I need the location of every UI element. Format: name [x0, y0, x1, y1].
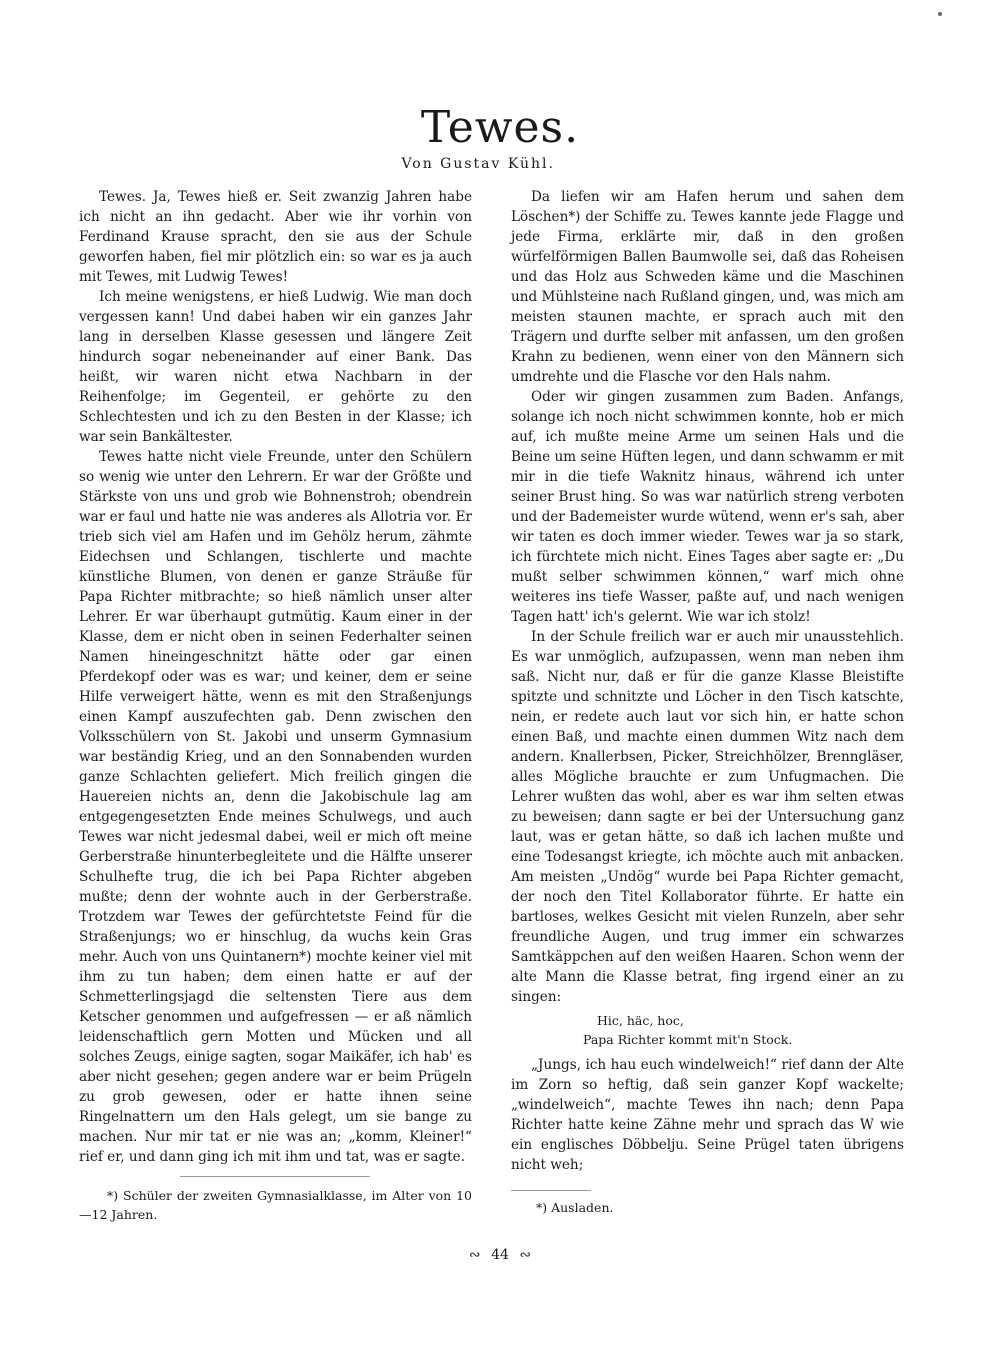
- footnote: *) Schüler der zweiten Gymnasialklasse, im Alter von 10—12 Jahren.: [79, 1188, 472, 1222]
- page-footer: [0, 1247, 1000, 1263]
- right-column: [511, 187, 904, 1175]
- footnote: *) Ausladen.: [536, 1200, 614, 1215]
- paragraph: Ich meine wenigstens, er hieß Ludwig. Wie man doch vergessen kann! Und dabei haben wir ein ganzes Jahr lang in derselben Klasse gesessen und längere Zeit hindurch sogar nebeneinander auf einer Bank. Das heißt, wir waren nicht etwa Nachbarn in der Reihenfolge; im Gegenteil, er gehörte zu den Schlechtesten und ich zu den Besten in der Klasse; ich war sein Bankältester.: [79, 289, 472, 445]
- ornament-icon: ∾: [468, 1247, 481, 1263]
- article-title: Tewes.: [420, 102, 580, 153]
- verse-line: Papa Richter kommt mit'n Stock.: [583, 1032, 793, 1047]
- left-column: [79, 187, 472, 1167]
- page-number: 44: [491, 1247, 509, 1263]
- verse-line: Hic, häc, hoc,: [597, 1013, 684, 1028]
- speck-mark: [938, 12, 942, 16]
- paragraph: Tewes. Ja, Tewes hieß er. Seit zwanzig Jahren habe ich nicht an ihn gedacht. Aber wie ihr vorhin von Ferdinand Krause spracht, den sie aus der Schule geworfen haben, fiel mir plötzlich ein: so war es ja auch mit Tewes, mit Ludwig Tewes!: [79, 189, 472, 285]
- ornament-icon: ∾: [519, 1247, 532, 1263]
- paragraph: Tewes hatte nicht viele Freunde, unter den Schülern so wenig wie unter den Lehrern. Er war der Größte und Stärkste von uns und grob wie Bohnenstroh; obendrein war er faul und hatte nie was anderes als Allotria vor. Er trieb sich viel am Hafen und im Gehölz herum, zähmte Eidechsen und Schlangen, tischlerte und machte künstliche Blumen, von denen er ganze Sträuße für Papa Richter mitbrachte; so hieß nämlich unser alter Lehrer. Er war überhaupt gutmütig. Kaum einer in der Klasse, dem er nicht oben in seinen Federhalter seinen Namen hineingeschnitzt hätte oder gar einen Pferdekopf oder was es war; und keiner, dem er seine Hilfe verweigert hätte, wenn es mit den Straßenjungs einen Kampf auszufechten gab. Denn zwischen den Volksschülern von St. Jakobi und unserm Gymnasium war beständig Krieg, und an den Sonnabenden wurden ganze Schlachten geliefert. Mich freilich gingen die Hauereien nichts an, denn die Jakobischule lag am entgegengesetzten Ende meines Schulwegs, und auch Tewes war nicht jedesmal dabei, weil er mich oft meine Gerberstraße hinunterbegleitete und die Hälfte unserer Schulhefte trug, die ich bei Papa Richter abgeben mußte; denn der wohnte auch in der Gerberstraße. Trotzdem war Tewes der gefürchtetste Feind für die Straßenjungs; wo er hinschlug, da wuchs kein Gras mehr. Auch von uns Quintanern*) mochte keiner viel mit ihm zu tun haben; dem einen hatte er auf der Schmetterlingsjagd die seltensten Tiere aus dem Ketscher genommen und aufgefressen — er aß nämlich leidenschaftlich gern Motten und Mücken und all solches Zeugs, einige sagten, sogar Maikäfer, ich hab' es aber nicht gesehen; gegen andere war er beim Prügeln zu grob gewesen, oder er hatte ihnen seine Ringelnattern um den Hals gelegt, um sie bange zu machen. Nur mir tat er nie was an; „komm, Kleiner!“ rief er, und dann ging ich mit ihm und tat, was er sagte.: [79, 449, 472, 1165]
- verse-block: [511, 1011, 904, 1049]
- footnote-divider: [511, 1190, 591, 1191]
- paragraph: Da liefen wir am Hafen herum und sahen dem Löschen*) der Schiffe zu. Tewes kannte jede Flagge und jede Firma, erklärte mir, daß in den großen würfelförmigen Ballen Baumwolle sei, daß das Roheisen und das Holz aus Schweden käme und die Maschinen und Mühlsteine nach Rußland gingen, und, was mich am meisten staunen machte, er sprach auch mit den Trägern und durfte selber mit anfassen, um den großen Krahn zu bedienen, wenn einer von den Männern sich umdrehte und die Flasche vor den Hals nahm.: [511, 189, 904, 385]
- paragraph: Oder wir gingen zusammen zum Baden. Anfangs, solange ich noch nicht schwimmen konnte, hob er mich auf, ich mußte meine Arme um seinen Hals und die Beine um seine Hüften legen, und dann schwamm er mit mir in die tiefe Waknitz hinaus, während ich unter seiner Brust hing. So was war natürlich streng verboten und der Bademeister wurde wütend, wenn er's sah, aber wir taten es doch immer wieder. Tewes war ja so stark, ich fürchtete mich nicht. Eines Tages aber sagte er: „Du mußt selber schwimmen können,“ warf mich ohne weiteres ins tiefe Wasser, paßte auf, und nach wenigen Tagen hatt' ich's gelernt. Wie war ich stolz!: [511, 389, 904, 625]
- paragraph: In der Schule freilich war er auch mir unausstehlich. Es war unmöglich, aufzupassen, wenn man neben ihm saß. Nicht nur, daß er für die ganze Klasse Bleistifte spitzte und schnitzte und Löcher in den Tisch katschte, nein, er redete auch laut vor sich hin, er hatte schon einen Baß, und machte einen dummen Witz nach dem andern. Knallerbsen, Picker, Streichhölzer, Brenngläser, alles Mögliche brauchte er zum Unfugmachen. Die Lehrer wußten das wohl, aber es war ihm selten etwas zu beweisen; dann sagte er bei der Untersuchung ganz laut, was er getan hätte, so daß ich lachen mußte und eine Todesangst kriegte, ich möchte auch mit anbacken. Am meisten „Undög“ wurde bei Papa Richter gemacht, der noch den Titel Kollaborator führte. Er hatte ein bartloses, welkes Gesicht mit vielen Runzeln, aber sehr freundliche Augen, und trug immer ein schwarzes Samtkäppchen auf den weißen Haaren. Schon wenn der alte Mann die Klasse betrat, fing irgend einer an zu singen:: [511, 629, 904, 1005]
- footnote-divider: [180, 1176, 370, 1177]
- paragraph: „Jungs, ich hau euch windelweich!“ rief dann der Alte im Zorn so heftig, daß sein ganzer Kopf wackelte; „windelweich“, machte Tewes ihn nach; denn Papa Richter hatte keine Zähne mehr und sprach das W wie ein englisches Döbbelju. Seine Prügel taten übrigens nicht weh;: [511, 1057, 904, 1173]
- author-byline: Von Gustav Kühl.: [401, 156, 555, 172]
